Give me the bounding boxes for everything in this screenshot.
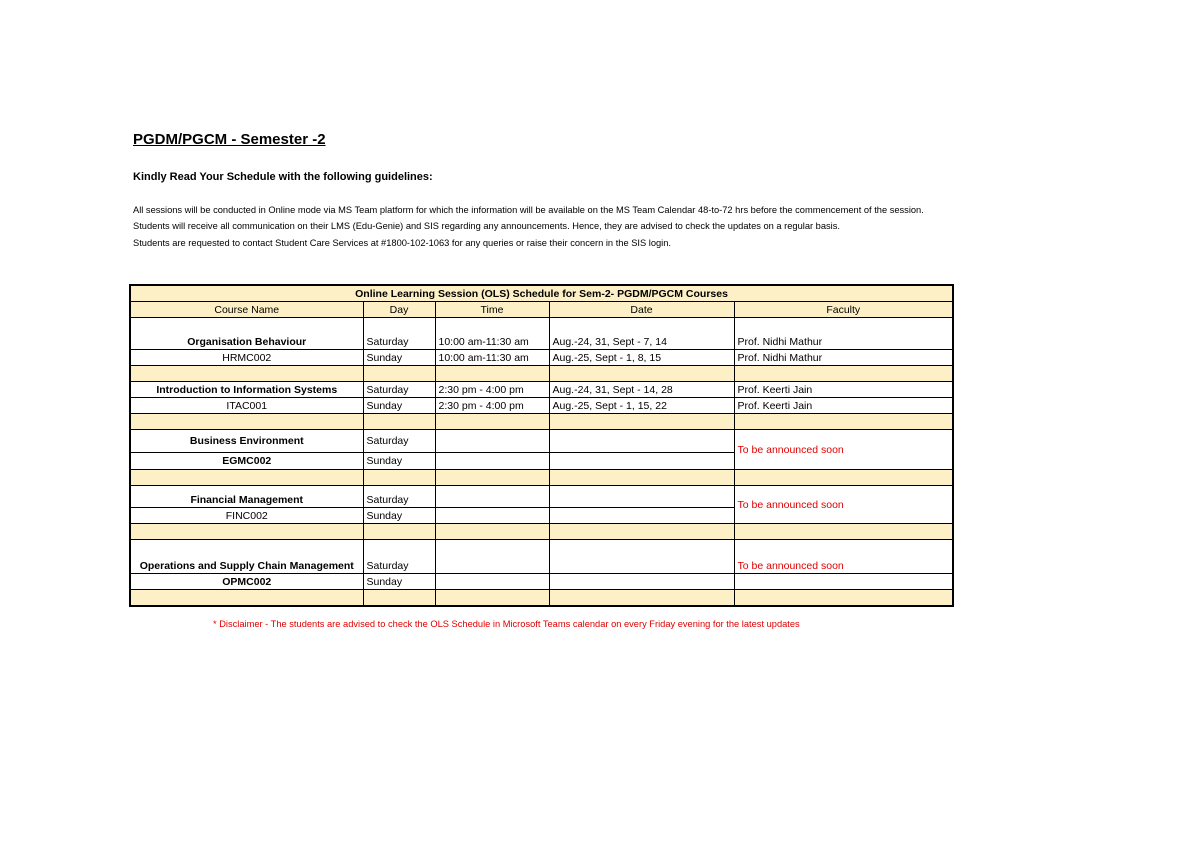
date-cell: Aug.-25, Sept - 1, 15, 22: [549, 398, 734, 414]
table-header-row: [130, 302, 953, 318]
guideline-line: All sessions will be conducted in Online mode via MS Team platform for which the information will be available on the MS Team Calendar 48-to-72 hrs before the commencement of the session.: [133, 205, 924, 215]
spacer-row: [130, 590, 953, 607]
date-cell: Aug.-24, 31, Sept - 14, 28: [549, 382, 734, 398]
column-header: Day: [363, 302, 435, 318]
course-code: ITAC001: [130, 398, 363, 414]
day-cell: Sunday: [363, 350, 435, 366]
date-cell: [549, 486, 734, 508]
faculty-tba: To be announced soon: [734, 430, 953, 470]
table-row: [130, 318, 953, 350]
time-cell: 10:00 am-11:30 am: [435, 350, 549, 366]
time-cell: [435, 574, 549, 590]
faculty-cell: Prof. Keerti Jain: [734, 398, 953, 414]
faculty-cell: Prof. Keerti Jain: [734, 382, 953, 398]
spacer-row: [130, 470, 953, 486]
date-cell: [549, 508, 734, 524]
day-cell: Saturday: [363, 486, 435, 508]
column-header: Faculty: [734, 302, 953, 318]
course-code: FINC002: [130, 508, 363, 524]
time-cell: [435, 508, 549, 524]
course-code: EGMC002: [130, 453, 363, 470]
course-code: OPMC002: [130, 574, 363, 590]
spacer-row: [130, 366, 953, 382]
course-name: Introduction to Information Systems: [130, 382, 363, 398]
table-row: [130, 430, 953, 453]
date-cell: [549, 430, 734, 453]
faculty-tba: To be announced soon: [734, 486, 953, 524]
table-row: [130, 540, 953, 574]
faculty-cell: Prof. Nidhi Mathur: [734, 318, 953, 350]
time-cell: 2:30 pm - 4:00 pm: [435, 382, 549, 398]
day-cell: Saturday: [363, 430, 435, 453]
guidelines-heading: Kindly Read Your Schedule with the following guidelines:: [133, 171, 433, 183]
spacer-row: [130, 524, 953, 540]
day-cell: Sunday: [363, 398, 435, 414]
day-cell: Saturday: [363, 318, 435, 350]
guideline-line: Students will receive all communication on their LMS (Edu-Genie) and SIS regarding any announcements. Hence, they are advised to check the updates on a regular basis.: [133, 221, 840, 231]
day-cell: Sunday: [363, 508, 435, 524]
guideline-line: Students are requested to contact Student Care Services at #1800-102-1063 for any queries or raise their concern in the SIS login.: [133, 238, 671, 248]
table-row: [130, 574, 953, 590]
day-cell: Sunday: [363, 574, 435, 590]
date-cell: [549, 453, 734, 470]
table-row: [130, 350, 953, 366]
time-cell: [435, 453, 549, 470]
spacer-row: [130, 414, 953, 430]
page-title: PGDM/PGCM - Semester -2: [133, 131, 326, 148]
time-cell: 10:00 am-11:30 am: [435, 318, 549, 350]
faculty-tba: To be announced soon: [734, 540, 953, 574]
day-cell: Saturday: [363, 540, 435, 574]
column-header: Time: [435, 302, 549, 318]
column-header: Course Name: [130, 302, 363, 318]
table-row: [130, 382, 953, 398]
time-cell: [435, 540, 549, 574]
column-header: Date: [549, 302, 734, 318]
table-caption-row: [130, 285, 953, 302]
course-name: Financial Management: [130, 486, 363, 508]
date-cell: Aug.-24, 31, Sept - 7, 14: [549, 318, 734, 350]
time-cell: [435, 430, 549, 453]
table-caption: Online Learning Session (OLS) Schedule for Sem-2- PGDM/PGCM Courses: [130, 285, 953, 302]
time-cell: [435, 486, 549, 508]
course-name: Business Environment: [130, 430, 363, 453]
day-cell: Sunday: [363, 453, 435, 470]
date-cell: [549, 540, 734, 574]
day-cell: Saturday: [363, 382, 435, 398]
date-cell: Aug.-25, Sept - 1, 8, 15: [549, 350, 734, 366]
course-name: Organisation Behaviour: [130, 318, 363, 350]
time-cell: 2:30 pm - 4:00 pm: [435, 398, 549, 414]
course-name: Operations and Supply Chain Management: [130, 540, 363, 574]
faculty-cell: Prof. Nidhi Mathur: [734, 350, 953, 366]
table-row: [130, 398, 953, 414]
disclaimer-note: * Disclaimer - The students are advised to check the OLS Schedule in Microsoft Teams calendar on every Friday evening for the latest updates: [213, 619, 800, 629]
faculty-cell: [734, 574, 953, 590]
table-row: [130, 486, 953, 508]
schedule-table: [129, 284, 954, 607]
course-code: HRMC002: [130, 350, 363, 366]
date-cell: [549, 574, 734, 590]
